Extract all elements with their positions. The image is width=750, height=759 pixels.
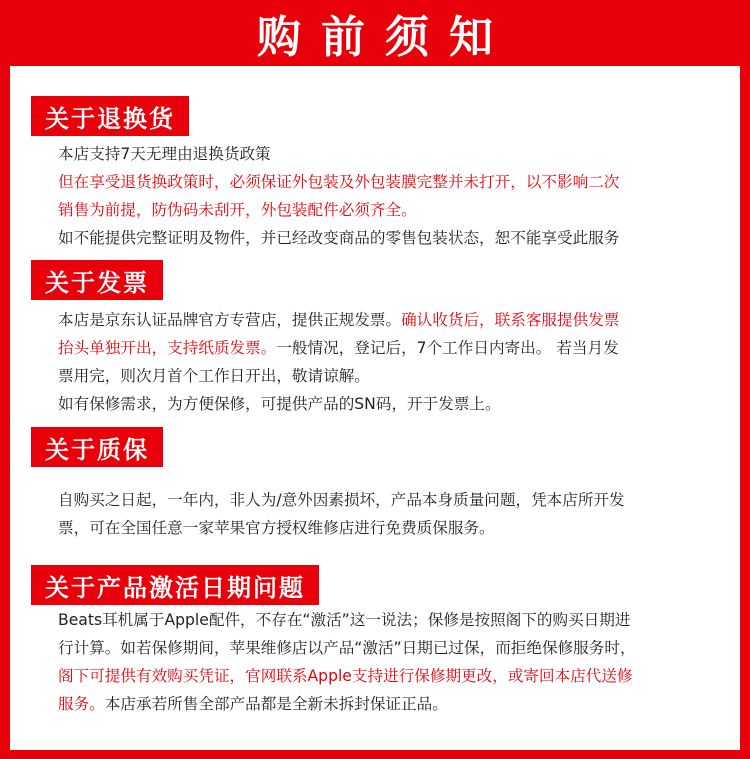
text-span: 本店是京东认证品牌官方专营店，提供正规发票。 [58, 311, 402, 329]
text-line [58, 634, 698, 662]
section-body-warranty [58, 486, 698, 542]
text-line [58, 196, 698, 224]
text-line [58, 306, 698, 334]
text-span: 服务。 [58, 695, 105, 713]
text-span: 票，可在全国任意一家苹果官方授权维修店进行免费质保服务。 [58, 519, 495, 537]
text-line [58, 168, 698, 196]
text-line [58, 514, 698, 542]
section-body-return-exchange [58, 140, 698, 252]
text-span: 阁下可提供有效购买凭证，官网联系Apple支持进行保修期更改，或寄回本店代送修 [58, 667, 633, 685]
text-line [58, 224, 698, 252]
text-line [58, 362, 698, 390]
page-title: 购前须知 [257, 12, 513, 63]
text-line [58, 662, 698, 690]
section-tag-return-exchange: 关于退换货 [31, 96, 189, 136]
text-span: 如不能提供完整证明及物件，并已经改变商品的零售包装状态，恕不能享受此服务 [58, 229, 620, 247]
section-body-activation-date [58, 606, 698, 718]
text-span: 如有保修需求，为方便保修，可提供产品的SN码，开于发票上。 [58, 395, 501, 413]
text-span: 抬头单独开出，支持纸质发票。 [58, 339, 277, 357]
section-tag-invoice: 关于发票 [31, 260, 163, 300]
text-span: 票用完，则次月首个工作日开出，敬请谅解。 [58, 367, 370, 385]
text-line [58, 486, 698, 514]
text-span: 本店承若所售全部产品都是全新未拆封保证正品。 [104, 695, 448, 713]
text-line [58, 334, 698, 362]
text-span: 销售为前提，防伪码未刮开，外包装配件必须齐全。 [58, 201, 417, 219]
content-panel [10, 66, 740, 750]
text-span: 自购买之日起，一年内，非人为/意外因素损坏，产品本身质量问题，凭本店所开发 [58, 491, 625, 509]
text-span: 一般情况，登记后，7个工作日内寄出。 若当月发 [276, 339, 619, 357]
text-span: 本店支持7天无理由退换货政策 [58, 145, 271, 163]
text-span: 确认收货后，联系客服提供发票 [401, 311, 620, 329]
text-line [58, 690, 698, 718]
text-span: 行计算。如若保修期间，苹果维修店以产品“激活”日期已过保，而拒绝保修服务时， [58, 639, 636, 657]
section-tag-activation-date: 关于产品激活日期问题 [31, 565, 319, 605]
header-banner [0, 0, 750, 66]
section-tag-warranty: 关于质保 [31, 427, 163, 467]
text-line [58, 390, 698, 418]
section-body-invoice [58, 306, 698, 418]
text-line [58, 606, 698, 634]
text-line [58, 140, 698, 168]
text-span: Beats耳机属于Apple配件，不存在“激活”这一说法；保修是按照阁下的购买日期进 [58, 611, 631, 629]
text-span: 但在享受退货换政策时，必须保证外包装及外包装膜完整并未打开，以不影响二次 [58, 173, 620, 191]
